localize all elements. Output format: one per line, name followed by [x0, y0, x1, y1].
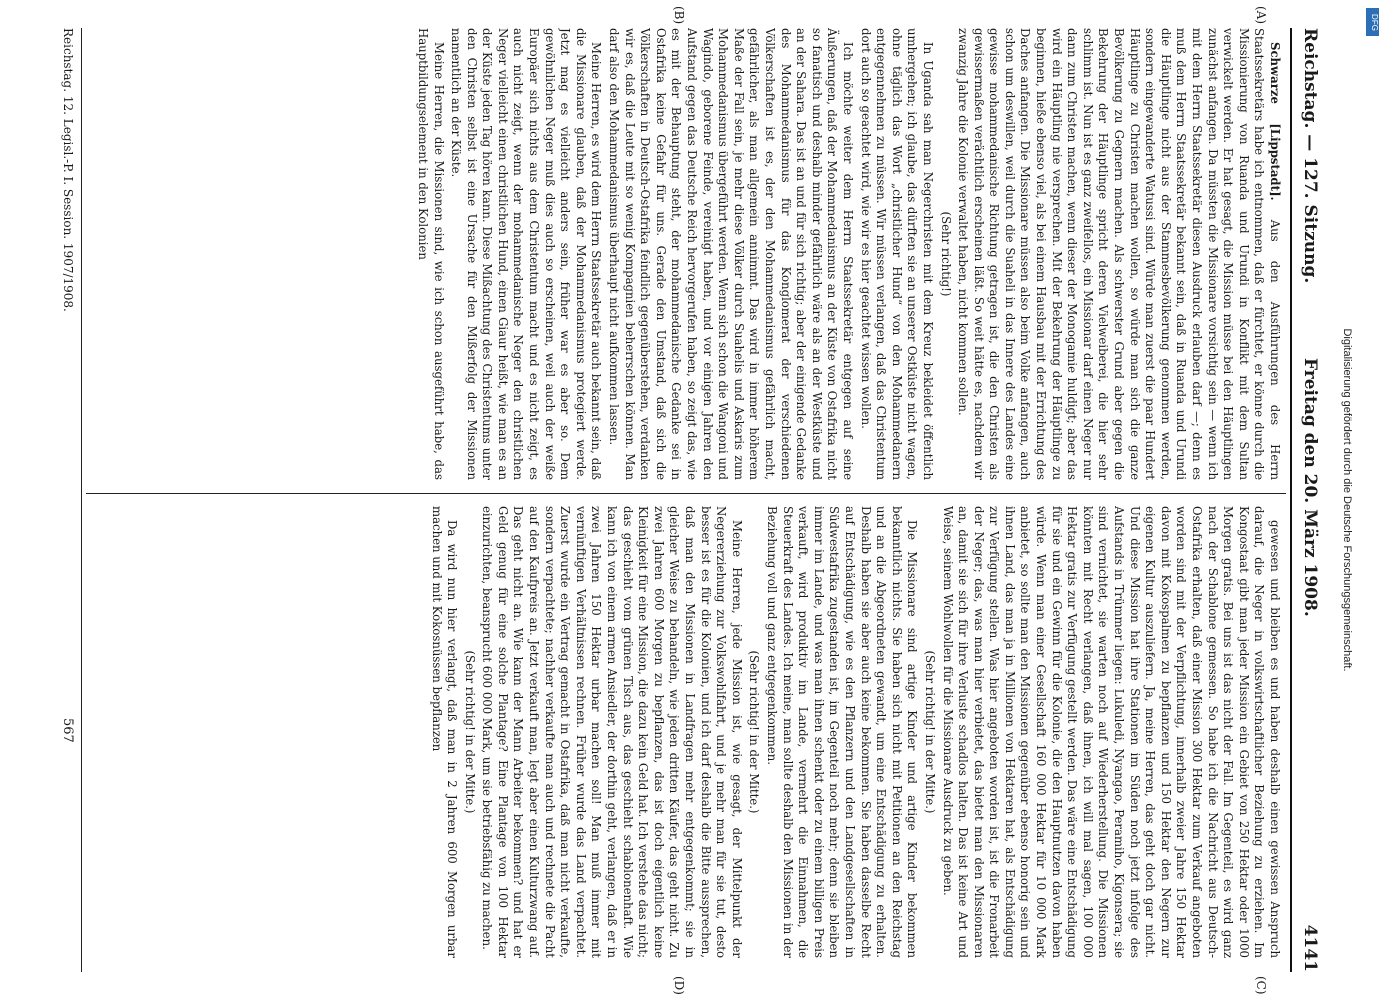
paragraph: Meine Herren, die Missionen sind, wie ich schon ausgeführt habe, das Hauptbildungselement in den Kolonien: [415, 28, 446, 480]
paragraph: In Uganda sah man Negerchristen mit dem Kreuz bekleidet öffentlich umhergehen; ich glaube, das dürften sie an unserer Ostküste nicht wagen, ohne täglich das Wort „christlicher Hund“ von den Mohammedanern entgegennehmen zu müssen. Wir müssen verlangen, daß das Christentum dort auch so geachtet wird, wie wir es hier geachtet wissen wollen.: [858, 28, 935, 480]
paragraph-text: Aus den Ausführungen des Herrn Staatssekretärs habe ich entnommen, daß er fürchtet, er könne durch die Missionierung von Ruanda und Urundi in Konflikt mit dem Sultan verwickelt werden. Er hat gesagt, die Mission müsse bei den Häuptlingen zunächst anfangen. Da müssten die Missionare vorsichtig sein — wenn ich mit dem Herrn Staatssekretär diesen Ausdruck erlauben darf —; denn es muß dem Herrn Staatssekretär bekannt sein, daß in Ruanda und Urundi die Häuptlinge nicht aus der Stammesbevölkerung genommen werden, sondern eingewanderte Watussi sind. Würde man zuerst die paar Hundert Häuptlinge zu Christen machen wollen, so würde man sich die ganze Bevölkerung zu Gegnern machen. Als schwerster Grund aber gegen die Bekehrung der Häuptlinge spricht deren Vielweiberei, die hier sehr schlimm ist. Nun ist es ganz zweifellos, ein Missionar darf einen Neger nur dann zum Christen machen, wenn dieser der Monogamie huldigt; aber das wird ein Häuptling nie versprechen. Mit der Bekehrung der Häuptlinge zu beginnen, hieße ebenso viel, als bei einem Hausbau mit der Errichtung des Daches anfangen. Die Missionare müssen also beim Volke anfangen, auch schon um deswillen, weil durch die Suaheli in das Innere des Landes eine gewisse mohammedanische Richtung getragen ist, die den Christen als gewissermaßen verächtlich erscheinen läßt. So weit hätte es, nachdem wir zwanzig Jahre die Kolonie verwaltet haben, nicht kommen sollen.: [956, 28, 1282, 480]
column-divider: [86, 493, 1286, 494]
speaker-paragraph: [955, 28, 1282, 480]
header-page-number: 4141: [1300, 924, 1320, 972]
right-column: [92, 506, 1282, 958]
interjection: (Sehr richtig! in der Mitte.): [462, 650, 477, 814]
left-column: [92, 28, 1282, 480]
dfg-logo: [1366, 8, 1379, 36]
interjection: (Sehr richtig! in der Mitte.): [747, 650, 762, 814]
paragraph: Meine Herren, jede Mission ist, wie gesagt, der Mittelpunkt der Negererziehung zur Volkswohlfahrt, und je mehr man für sie tut, desto besser ist es für die Kolonien, und ich darf deshalb die Bitte aussprechen, daß man den Missionen in Landfragen mehr entgegenkommt; sie in gleicher Weise zu behandeln, wie jeden dritten Käufer, das geht nicht. Zu zwei Jahren 600 Morgen zu bepflanzen, das ist doch eigentlich keine Kleinigkeit für eine Mission, die dazu kein Geld hat. Ich verstehe das nicht; das geschieht vom grünen Tisch aus, das geschieht schablonenhaft. Wie kann ich von einem armen Ansiedler, der dorthin geht, verlangen, daß er in zwei Jahren 150 Hektar urbar machen soll! Man muß immer mit vernünftigen Verhältnissen rechnen. Früher wurde das Land verpachtet. Zuerst wurde ein Vertrag gemacht in Ostafrika, daß man nicht verkaufte, sondern verpachtete; nachher verkaufte man auch und rechnete die Pacht auf den Kaufpreis an. Jetzt verkauft man, legt aber einen Kulturzwang auf. Das geht nicht an. Wie kann der Mann Arbeiter bekommen? und hat er Geld genug für eine solche Plantage? Eine Plantage von 100 Hektar einzurichten, beansprucht 600 000 Mark, um sie betriebsfähig zu machen.: [480, 506, 744, 958]
header-left-title: Reichstag. — 127. Sitzung.: [1300, 28, 1320, 284]
interjection: (Sehr richtig!): [938, 211, 953, 297]
paragraph: Meine Herren, es wird dem Herrn Staatssekretär auch bekannt sein, daß die Missionare glauben, daß der Mohammedanismus protegiert werde. Jetzt mag es vielleicht anders sein, früher war es aber so. Dem gewöhnlichen Neger muß dies auch so erscheinen, weil auch der weiße Europäer sich nichts aus dem Christentum macht und es nicht zeigt, es auch nicht zeigt, wenn der mohammedanische Neger den christlichen Neger vielleicht einen christlichen Hund, einen Giaur heißt, wie man es an der Küste jeden Tag hören kann. Diese Mißachtung des Christentums unter den Christen selbst ist eine Ursache für den Mißerfolg der Missionen namentlich an der Küste.: [449, 28, 604, 480]
paragraph: gewesen und bleiben es und haben deshalb einen gewissen Anspruch darauf, die Neger in volkswirtschaftlicher Beziehung zu erziehen. Im Kongostaat gibt man jeder Mission ein Gebiet von 250 Hektar oder 1000 Morgen gratis. Bei uns ist das nicht der Fall. Im Gegenteil, es wird ganz nach der Schablone gemessen. So habe ich die Nachricht aus Deutsch-Ostafrika erhalten, daß einer Mission 300 Hektar zum Verkauf angeboten worden sind mit der Verpflichtung, innerhalb zweier Jahre 150 Hektar davon mit Kokospalmen zu bepflanzen und 150 Hektar den Negern zur eigenen Kultur auszuliefern. Ja, meine Herren, das geht doch gar nicht. Und diese Mission hat ihre Stationen im Süden noch jetzt infolge des Aufstands in Trümmer liegen: Lukuledi, Nyangao, Peramiho, Kigonsera; sie sind vernichtet, sie warten noch auf Wiederherstellung. Die Missionen könnten mit Recht verlangen, daß ihnen, ich will mal sagen, 100 000 Hektar gratis zur Verfügung gestellt werden. Das wäre eine Entschädigung für sie und ein Gewinn für die Kolonie, die den Hauptnutzen davon haben würde. Wenn man einer Gesellschaft 160 000 Hektar für 10 000 Mark anbietet, so sollte man den Missionen gegenüber ebenso honorig sein und ihnen Land, das man ja in Millionen von Hektaren hat, als Entschädigung zur Verfügung stellen. Was hier angeboten worden ist, ist die Fronarbeit der Neger; das, was man hier verbietet, das bietet man den Missionaren an, damit sie sich für ihre Verluste schadlos halten. Das ist keine Art und Weise, seinem Wohlwollen für die Missionare Ausdruck zu geben.: [940, 506, 1282, 958]
footer-session: Reichstag. 12. Legisl.-P. I. Session. 1907/1908.: [61, 28, 75, 312]
digitization-credit: Digitalisierung gefördert durch die Deutsche Forschungsgemeinschaft.: [1341, 328, 1353, 672]
dfg-logo-text: DFG: [1369, 14, 1379, 31]
header-date: Freitag den 20. März 1908.: [1300, 358, 1320, 617]
margin-marker-a: (A): [1254, 6, 1268, 25]
rotated-page: [43, 6, 1326, 995]
page-footer: [51, 28, 82, 972]
margin-marker-c: (C): [1254, 976, 1268, 995]
paragraph: Ich möchte weiter dem Herrn Staatssekretär entgegen auf seine Äußerungen, daß der Mohammedanismus an der Küste von Ostafrika nicht so fanatisch und deshalb minder gefährlich wäre als an der Westküste und an der Sahara. Das ist an und für sich richtig; aber der einigende Gedanke des Mohammedanismus für das Konglomerat der verschiedenen Völkerschaften ist es, der den Mohammedanismus gefährlich macht, gefährlicher, als man allgemein annimmt. Das wird in immer höherem Maße der Fall sein, je mehr diese Völker durch Suahelis und Askaris zum Mohammedanismus übergeführt werden. Wenn sich schon die Wangoni und Wagindo, geborene Feinde, vereinigt haben, und vor einigen Jahren den Aufstand gegen das Deutsche Reich hervorgerufen haben, so zeigt das, wie es mit der Behauptung steht, der mohammedanische Gedanke sei in Ostafrika keine Gefahr für uns. Gerade den Umstand, daß sich die Völkerschaften in Deutsch-Ostafrika feindlich gegenüberstehen, verdanken wir es, daß die Leute mit so wenig Kompagnien beherrschen können. Man darf also den Mohammedanismus überhaupt nicht aufkommen lassen.: [607, 28, 855, 480]
paragraph: Da wird nun hier verlangt, daß man in 2 Jahren 600 Morgen urbar machen und mit Kokosnüssen bepflanzen: [429, 506, 460, 958]
speaker-name: Schwarze [Lippstadt].: [1268, 42, 1282, 201]
footer-sheet-number: 567: [60, 718, 75, 743]
paragraph: Die Missionare sind artige Kinder und artige Kinder bekommen bekanntlich nichts. Sie haben sich nicht mit Petitionen an den Reichstag und an die Abgeordneten gewandt, um eine Entschädigung zu erhalten. Deshalb haben sie aber auch keine bekommen. Sie haben dasselbe Recht auf Entschädigung, wie es den Pflanzern und den Landgesellschaften in Südwestafrika zugestanden ist, im Gegenteil noch mehr; denn sie bleiben immer im Lande, und was man ihnen schenkt oder zu einem billigen Preis verkauft, wird produktiv im Lande, vermehrt die Einnahmen, die Steuerkraft des Landes. Ich meine, man sollte deshalb den Missionen in der Beziehung voll und ganz entgegenkommen.: [765, 506, 920, 958]
page-header: [1290, 28, 1326, 972]
interjection: (Sehr richtig! in der Mitte.): [922, 650, 937, 814]
margin-marker-d: (D): [672, 976, 686, 995]
margin-marker-b: (B): [672, 6, 686, 25]
